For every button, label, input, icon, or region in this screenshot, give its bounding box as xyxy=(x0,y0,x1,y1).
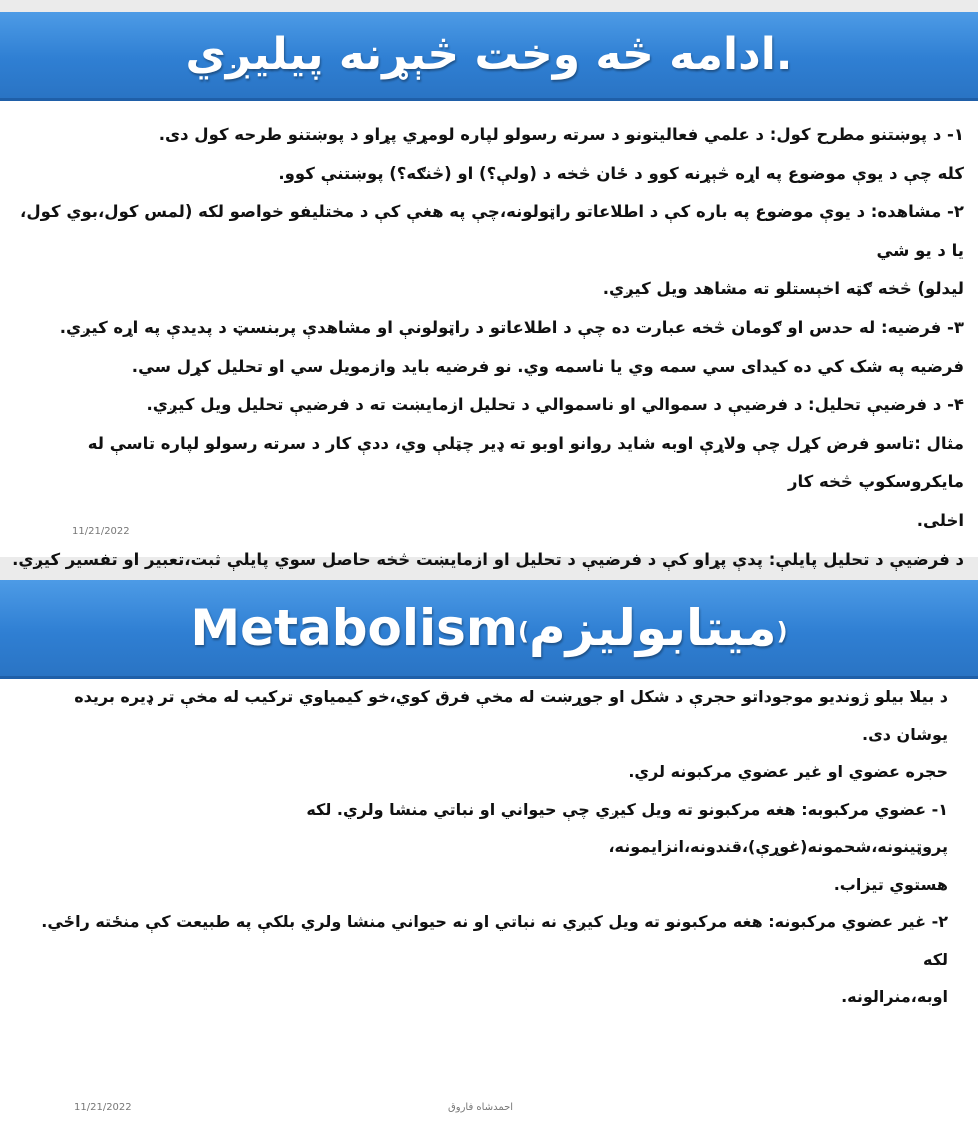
slide-1-title-banner xyxy=(0,12,978,101)
slide-1-line: ۲- مشاهده: د يوې موضوع په باره کې د اطلاعاتو راټولونه،چې په هغې کې د مختليفو خواصو لکه (لمس کول،بوي کول، يا د يو شي xyxy=(20,202,964,260)
slide-2-line: حجره عضوي او غير عضوي مرکبونه لري. xyxy=(628,762,948,781)
slide-2-line: اوبه،منرالونه. xyxy=(841,987,948,1006)
slide-1-title: ادامه څه وخت څېړنه پيليږي. xyxy=(185,29,793,80)
slide-2-line: ۲- غير عضوي مرکبونه: هغه مرکبونو ته ويل کيږي نه نباتي او نه حيواني منشا ولري بلکې په طبيعت کې منځته راځي. لکه xyxy=(41,912,948,969)
slide-1-line: ۴- د فرضيې تحليل: د فرضيې د سموالي او ناسموالي د تحليل ازمايښت ته د فرضيې تحليل ويل کيږي. xyxy=(146,395,964,415)
slide-1-line: مثال :تاسو فرض کړل چې ولاړې اوبه شايد روانو اوبو ته ډير چټلې وي، ددې کار د سرته رسولو لپاره تاسې له مايکروسکوپ څخه کار xyxy=(87,433,964,492)
slide-2 xyxy=(0,580,978,1135)
slide-2-title-banner xyxy=(0,580,978,679)
slide-1-line: ۱- د پوښتنو مطرح کول: د علمي فعاليتونو د سرته رسولو لپاره لومړي پړاو د پوښتنو طرحه کول دی. xyxy=(158,125,964,144)
slide-1-line: ۳- فرضيه: له حدس او ګومان څخه عبارت ده چې د اطلاعاتو د راټولونې او مشاهدې پربنسټ د پديدې په اړه کيږي. xyxy=(59,317,964,337)
slide-2-title xyxy=(0,596,978,664)
slide-1-line: اخلی. xyxy=(916,510,964,530)
slide-2-line: د بيلا بيلو ژونديو موجوداتو حجرې د شکل او جوړښت له مخې فرق کوي،خو کيمياوي ترکيب له مخې تر ډيره بريده يوشان دی. xyxy=(74,687,948,744)
slide-1-body xyxy=(10,116,964,579)
slide-2-body xyxy=(20,678,948,1016)
slide-2-footer-date: 11/21/2022 xyxy=(74,1102,132,1113)
slide-1-line: ليدلو) څخه ګټه اخېستلو ته مشاهد ويل کيږي. xyxy=(602,279,964,299)
slide-2-title-paren-close: ) xyxy=(776,617,788,646)
slide-2-title-pashto: ميتابوليزم xyxy=(528,599,777,657)
slide-2-line: هستوي تيزاب. xyxy=(833,874,948,894)
slide-2-title-paren-open: ( xyxy=(518,617,529,646)
slide-1-footer-date: 11/21/2022 xyxy=(72,526,130,537)
slide-2-title-latin: Metabolism xyxy=(190,599,519,657)
slide-1-line: د فرضيې د تحليل پايلې: پدې پړاو کې د فرضيې د تحليل او ازمايښت څخه حاصل سوي پايلې ثبت،تعبير او تفسير کيږي. xyxy=(12,549,964,569)
slide-1 xyxy=(0,12,978,569)
slide-1-line: فرضيه په شک کي ده کيدای سي سمه وي يا ناسمه وي. نو فرضيه بايد وازمويل سي او تحليل کړل سي. xyxy=(131,356,964,376)
slide-1-line: کله چې د يوې موضوع په اړه څېړنه کوو د ځان څخه د (ولې؟) او (څنګه؟) پوښتنې کوو. xyxy=(278,163,964,183)
slide-2-footer-author: احمدشاه فاروق xyxy=(448,1102,514,1113)
slide-2-line: ۱- عضوي مرکبوبه: هغه مرکبونو ته ويل کيږي چې حيواني او نباتي منشا ولري. لکه پروټينونه،شحمونه(غوړې)،قندونه،انزايمونه، xyxy=(306,799,948,856)
